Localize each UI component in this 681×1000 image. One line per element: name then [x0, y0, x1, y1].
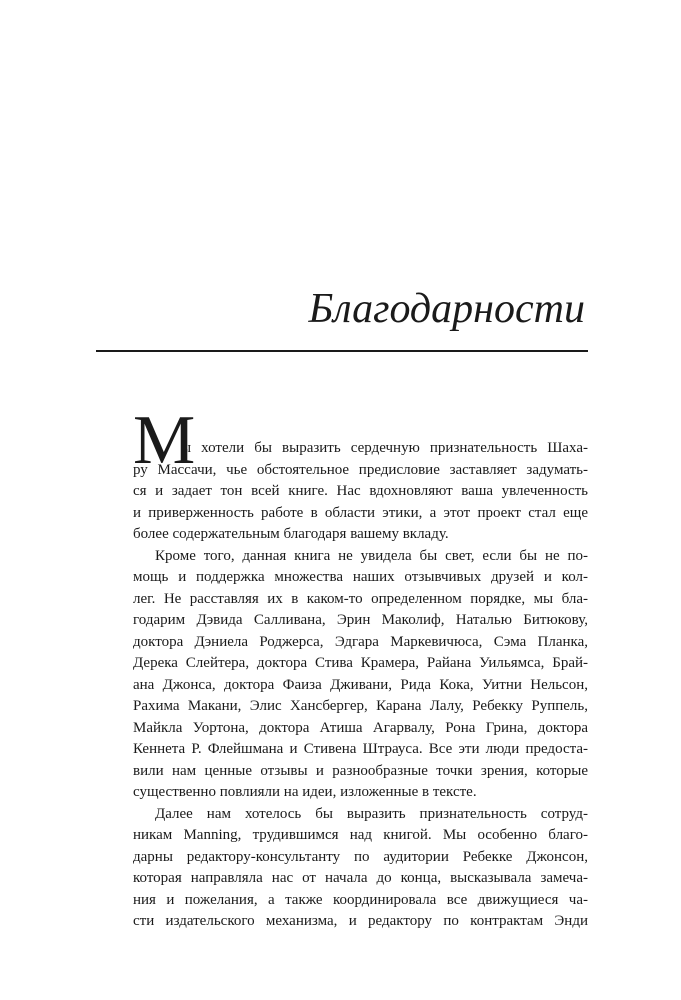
paragraph-3-line-6: сти издательского механизма, и редактору по контрактам Энди	[133, 913, 588, 929]
paragraph-3-line-5: ния и пожелания, а также координировала все движущиеся ча-	[133, 891, 588, 908]
paragraph-1-line-2: ру Массачи, чье обстоятельное предисловие заставляет задумать-	[133, 461, 588, 478]
paragraph-2-line-8: Рахима Макани, Элис Хансбергер, Карана Лалу, Ребекку Руппель,	[133, 698, 588, 714]
paragraph-2-line-6: Дерека Слейтера, доктора Стива Крамера, Райана Уильямса, Брай-	[133, 655, 588, 671]
paragraph-2-line-2: мощь и поддержка множества наших отзывчивых друзей и кол-	[133, 569, 588, 585]
title-divider	[96, 350, 588, 352]
paragraph-2-line-5: доктора Дэниела Роджерса, Эдгара Маркевичюса, Сэма Планка,	[133, 633, 588, 650]
paragraph-2-line-7: ана Джонса, доктора Фаиза Дживани, Рида Кока, Уитни Нельсон,	[133, 676, 588, 693]
drop-cap: М	[133, 402, 196, 479]
body-text	[133, 402, 588, 933]
paragraph-2-line-1: Кроме того, данная книга не увидела бы свет, если бы не по-	[155, 547, 588, 564]
paragraph-1-line-4: и приверженность работе в области этики, а этот проект стал еще	[133, 504, 588, 521]
chapter-title: Благодарности	[308, 286, 585, 332]
paragraph-2-line-10: Кеннета Р. Флейшмана и Стивена Штрауса. Все эти люди предоста-	[133, 741, 588, 757]
paragraph-2-line-11: вили нам ценные отзывы и разнообразные точки зрения, которые	[133, 762, 588, 779]
paragraph-3-line-1: Далее нам хотелось бы выразить признательность сотруд-	[155, 805, 588, 822]
paragraph-1-line-3: ся и задает тон всей книге. Нас вдохновляют ваша увлеченность	[133, 483, 588, 499]
paragraph-3-line-2: никам Manning, трудившимся над книгой. Мы особенно благо-	[133, 827, 588, 843]
paragraph-2-line-9: Майкла Уортона, доктора Атиша Агарвалу, Рона Грина, доктора	[133, 719, 588, 736]
paragraph-1-line-5: более содержательным благодаря вашему вкладу.	[133, 526, 449, 542]
paragraph-3-line-3: дарны редактору-консультанту по аудитории Ребекке Джонсон,	[133, 848, 588, 865]
paragraph-2-line-3: лег. Не расставляя их в каком-то определенном порядке, мы бла-	[133, 590, 588, 607]
paragraph-2-line-4: годарим Дэвида Салливана, Эрин Маколиф, Наталью Битюкову,	[133, 612, 588, 628]
first-line-text: ы хотели бы выразить сердечную признательность Шаха-	[181, 440, 588, 456]
paragraph-3-line-4: которая направляла нас от начала до конца, высказывала замеча-	[133, 870, 588, 886]
paragraph-2-line-12: существенно повлияли на идеи, изложенные в тексте.	[133, 784, 477, 800]
